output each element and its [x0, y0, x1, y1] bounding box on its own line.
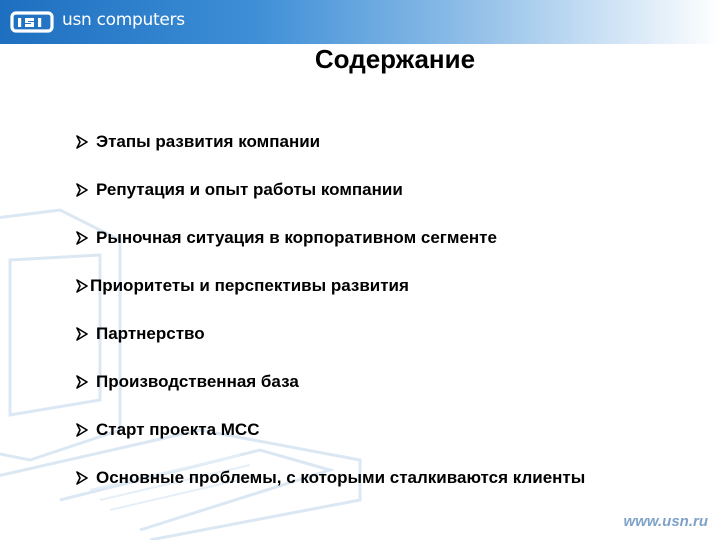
arrow-bullet-icon	[76, 327, 88, 341]
list-item	[76, 118, 585, 166]
list-item-label: Старт проекта МСС	[96, 420, 260, 439]
header-bar	[0, 0, 720, 44]
arrow-bullet-icon	[76, 375, 88, 389]
arrow-bullet-icon	[76, 423, 88, 437]
list-item	[76, 166, 585, 214]
list-item-label: Репутация и опыт работы компании	[96, 180, 403, 199]
list-item-label: Приоритеты и перспективы развития	[90, 276, 409, 295]
usn-logo-icon	[10, 10, 54, 34]
list-item	[76, 358, 585, 406]
arrow-bullet-icon	[76, 183, 88, 197]
arrow-bullet-icon	[76, 279, 88, 293]
list-item	[76, 454, 585, 502]
arrow-bullet-icon	[76, 135, 88, 149]
page-title: Содержание	[314, 44, 476, 74]
list-item-label: Этапы развития компании	[96, 132, 321, 151]
arrow-bullet-icon	[76, 231, 88, 245]
list-item	[76, 214, 585, 262]
list-item-label: Партнерство	[96, 324, 205, 343]
brand-name: usn computers	[62, 10, 185, 30]
list-item	[76, 406, 585, 454]
list-item-label: Производственная база	[96, 372, 299, 391]
list-item-label: Основные проблемы, с которыми сталкиваются клиенты	[96, 468, 586, 487]
arrow-bullet-icon	[76, 471, 88, 485]
agenda-list	[76, 118, 585, 502]
list-item	[76, 310, 585, 358]
list-item	[76, 262, 585, 310]
footer-url: www.usn.ru	[623, 513, 708, 530]
list-item-label: Рыночная ситуация в корпоративном сегменте	[96, 228, 497, 247]
